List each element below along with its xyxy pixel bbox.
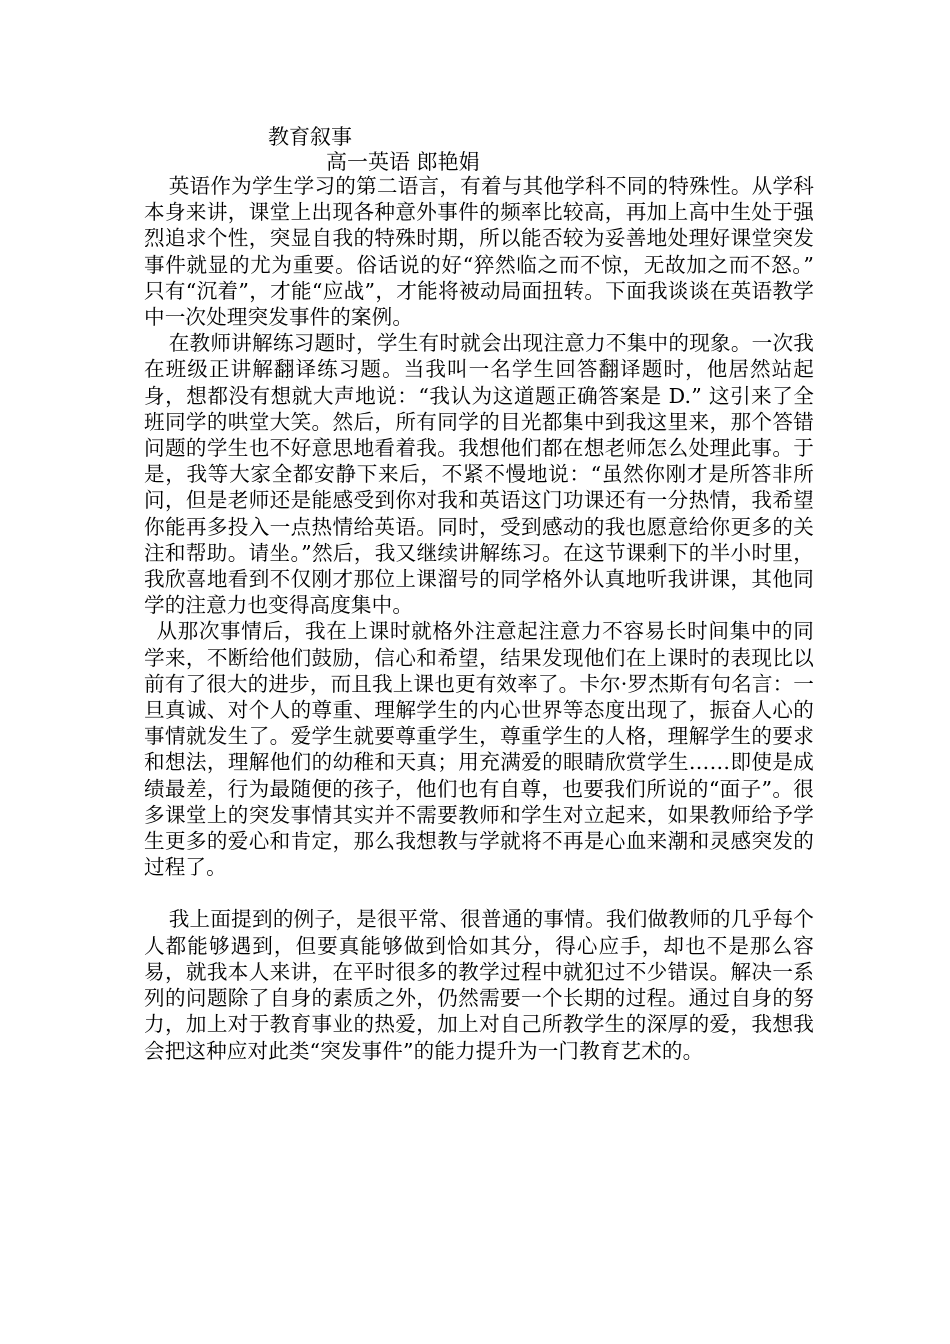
paragraph-4: 我上面提到的例子，是很平常、很普通的事情。我们做教师的几乎每个人都能够遇到，但要真能够做到恰如其分，得心应手，却也不是那么容易，就我本人来讲，在平时很多的教学过程中就犯过不少错误。解决一系列的问题除了自身的素质之外，仍然需要一个长期的过程。通过自身的努力，加上对于教育事业的热爱，加上对自己所教学生的深厚的爱，我想我会把这种应对此类“突发事件”的能力提升为一门教育艺术的。 [144, 907, 814, 1063]
document-title: 教育叙事 [268, 125, 352, 149]
document-subtitle: 高一英语 郎艳娟 [326, 150, 480, 174]
paragraph-1: 英语作为学生学习的第二语言，有着与其他学科不同的特殊性。从学科本身来讲，课堂上出现各种意外事件的频率比较高，再加上高中生处于强烈追求个性，突显自我的特殊时期，所以能否较为妥善地处理好课堂突发事件就显的尤为重要。俗话说的好“猝然临之而不惊，无故加之而不怒。” 只有“沉着”，才能“应战”，才能将被动局面扭转。下面我谈谈在英语教学中一次处理突发事件的案例。 [144, 174, 814, 330]
paragraph-2: 在教师讲解练习题时，学生有时就会出现注意力不集中的现象。一次我在班级正讲解翻译练习题。当我叫一名学生回答翻译题时，他居然站起身，想都没有想就大声地说：“我认为这道题正确答案是 D.” 这引来了全班同学的哄堂大笑。然后，所有同学的目光都集中到我这里来，那个答错问题的学生也不好意思地看着我。我想他们都在想老师怎么处理此事。于是，我等大家全都安静下来后，不紧不慢地说：“虽然你刚才是所答非所问，但是老师还是能感受到你对我和英语这门功课还有一分热情，我希望你能再多投入一点热情给英语。同时，受到感动的我也愿意给你更多的关注和帮助。请坐。”然后，我又继续讲解练习。在这节课剩下的半小时里，我欣喜地看到不仅刚才那位上课溜号的同学格外认真地听我讲课，其他同学的注意力也变得高度集中。 [144, 331, 814, 618]
document-body [144, 173, 814, 1064]
paragraph-spacer [144, 880, 814, 906]
paragraph-3: 从那次事情后，我在上课时就格外注意起注意力不容易长时间集中的同学来，不断给他们鼓励，信心和希望，结果发现他们在上课时的表现比以前有了很大的进步，而且我上课也更有效率了。卡尔·罗杰斯有句名言：一旦真诚、对个人的尊重、理解学生的内心世界等态度出现了，振奋人心的事情就发生了。爱学生就要尊重学生，尊重学生的人格，理解学生的要求和想法，理解他们的幼稚和天真；用充满爱的眼睛欣赏学生……即使是成绩最差，行为最随便的孩子，他们也有自尊，也要我们所说的“面子”。很多课堂上的突发事情其实并不需要教师和学生对立起来，如果教师给予学生更多的爱心和肯定，那么我想教与学就将不再是心血来潮和灵感突发的过程了。 [144, 619, 814, 880]
